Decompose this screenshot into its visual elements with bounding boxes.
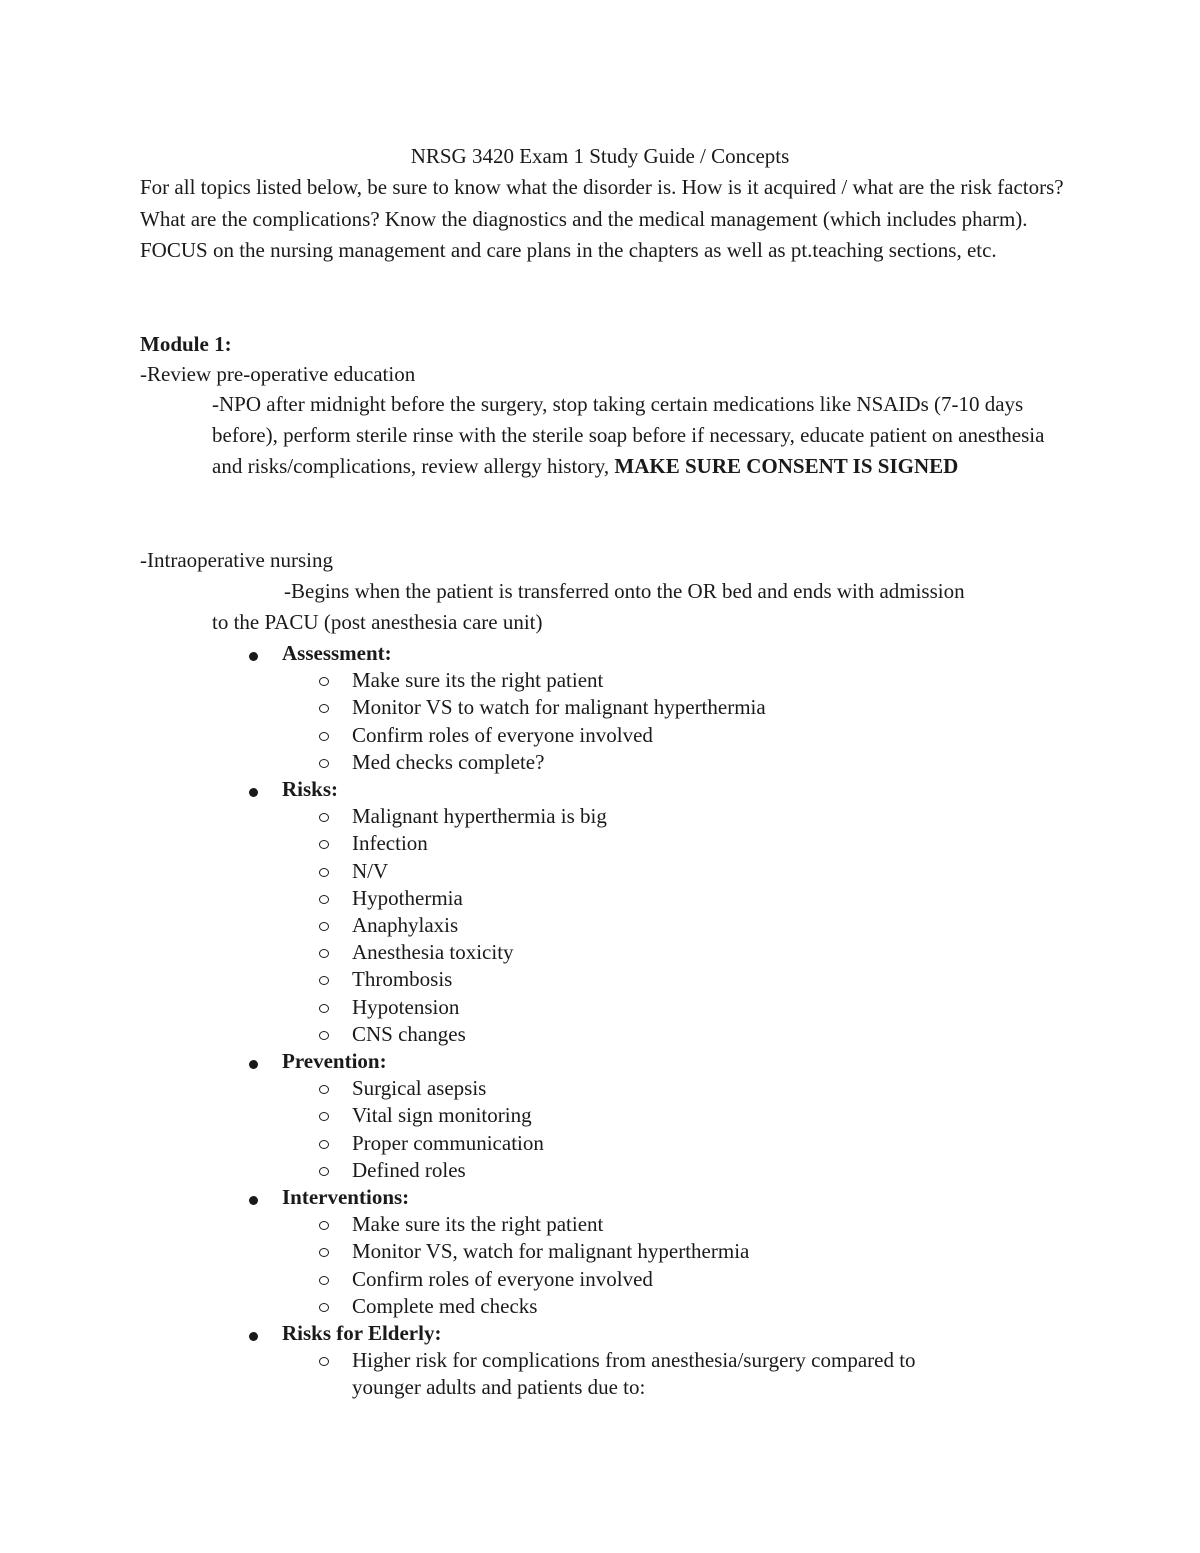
bullet-item: [282, 1184, 409, 1211]
sub-bullet-item: [352, 1102, 532, 1129]
bullet-circle-icon: [319, 677, 329, 686]
sub-bullet-item: [352, 722, 653, 749]
sub-bullet-item: [352, 1293, 537, 1320]
bullet-circle-icon: [319, 1248, 329, 1257]
sub-bullet-item: [352, 1238, 749, 1265]
bullet-circle-icon: [319, 868, 329, 877]
sub-bullet-item: [352, 1075, 486, 1102]
sub-bullet-text: N/V: [352, 859, 389, 883]
sub-bullet-item: [352, 803, 607, 830]
bullet-circle-icon: [319, 840, 329, 849]
sub-bullet-item: [352, 939, 514, 966]
bullet-circle-icon: [319, 1112, 329, 1121]
sub-bullet-item: [352, 1266, 653, 1293]
sub-bullet-item: [352, 1021, 466, 1048]
sub-bullet-text: Monitor VS, watch for malignant hyperthermia: [352, 1239, 750, 1263]
bullet-label: Interventions:: [282, 1185, 410, 1209]
sub-bullet-text: Malignant hyperthermia is big: [352, 804, 607, 828]
bullet-circle-icon: [319, 1031, 329, 1040]
sub-bullet-text: Confirm roles of everyone involved: [352, 1267, 653, 1291]
bullet-label: Risks for Elderly:: [282, 1321, 442, 1345]
sub-bullet-text: Infection: [352, 831, 428, 855]
document-title: NRSG 3420 Exam 1 Study Guide / Concepts: [410, 144, 790, 168]
bullet-item: [282, 640, 392, 667]
bullet-circle-icon: [319, 732, 329, 741]
bullet-circle-icon: [319, 949, 329, 958]
sub-bullet-text: Complete med checks: [352, 1294, 538, 1318]
sub-bullet-item: [352, 1157, 466, 1184]
preop-text: -NPO after midnight before the surgery, stop taking certain medications like NSAIDs (7-10 days before), perform sterile rinse with the sterile soap before if necessary, educate patient on anesthesia and risks/complications, review allergy history,: [212, 392, 1045, 478]
intro-paragraph: For all topics listed below, be sure to know what the disorder is. How is it acquired / what are the risk factors? What are the complications? Know the diagnostics and the medical management (which includes pharm). FOCUS on the nursing management and care plans in the chapters as well as pt.teaching sections, etc.: [140, 175, 1064, 262]
sub-bullet-text: Hypothermia: [352, 886, 463, 910]
sub-bullet-text: Proper communication: [352, 1131, 544, 1155]
bullet-label: Risks:: [282, 777, 339, 801]
bullet-dot-icon: [249, 1060, 258, 1069]
bullet-item: [282, 1048, 387, 1075]
bullet-circle-icon: [319, 1276, 329, 1285]
bullet-label: Prevention:: [282, 1049, 387, 1073]
sub-bullet-text: Higher risk for complications from anesthesia/surgery compared to: [352, 1348, 916, 1372]
sub-bullet-item: [352, 1374, 645, 1401]
sub-bullet-item: [352, 1211, 603, 1238]
preop-paragraph: [212, 389, 1062, 482]
intraop-line-1: -Begins when the patient is transferred onto the OR bed and ends with admission: [284, 579, 965, 603]
bullet-circle-icon: [319, 1167, 329, 1176]
sub-bullet-text: Monitor VS to watch for malignant hyperthermia: [352, 695, 766, 719]
bullet-circle-icon: [319, 1085, 329, 1094]
bullet-dot-icon: [249, 1332, 258, 1341]
sub-bullet-text: Defined roles: [352, 1158, 466, 1182]
sub-bullet-text: Vital sign monitoring: [352, 1103, 532, 1127]
sub-bullet-item: [352, 667, 603, 694]
bullet-item: [282, 1320, 441, 1347]
bullet-circle-icon: [319, 813, 329, 822]
bullet-circle-icon: [319, 704, 329, 713]
sub-bullet-item: [352, 858, 388, 885]
bullet-circle-icon: [319, 1303, 329, 1312]
sub-bullet-text: Make sure its the right patient: [352, 668, 604, 692]
sub-bullet-item: [352, 1347, 916, 1374]
sub-bullet-item: [352, 994, 459, 1021]
sub-bullet-item: [352, 912, 458, 939]
intraop-heading: -Intraoperative nursing: [140, 548, 334, 572]
sub-bullet-text: Confirm roles of everyone involved: [352, 723, 653, 747]
bullet-circle-icon: [319, 922, 329, 931]
sub-bullet-text: younger adults and patients due to:: [352, 1375, 646, 1399]
sub-bullet-item: [352, 885, 463, 912]
bullet-circle-icon: [319, 1357, 329, 1366]
sub-bullet-text: Surgical asepsis: [352, 1076, 487, 1100]
sub-bullet-item: [352, 966, 452, 993]
sub-bullet-item: [352, 1130, 544, 1157]
bullet-label: Assessment:: [282, 641, 392, 665]
sub-bullet-text: Med checks complete?: [352, 750, 545, 774]
bullet-circle-icon: [319, 1221, 329, 1230]
sub-bullet-item: [352, 830, 428, 857]
bullet-circle-icon: [319, 1004, 329, 1013]
sub-bullet-text: Thrombosis: [352, 967, 453, 991]
bullet-dot-icon: [249, 652, 258, 661]
preop-heading: -Review pre-operative education: [140, 362, 416, 386]
intraop-line-2: to the PACU (post anesthesia care unit): [212, 610, 543, 634]
bullet-dot-icon: [249, 788, 258, 797]
sub-bullet-text: Hypotension: [352, 995, 460, 1019]
sub-bullet-item: [352, 749, 544, 776]
bullet-circle-icon: [319, 759, 329, 768]
sub-bullet-text: Anaphylaxis: [352, 913, 459, 937]
consent-warning: MAKE SURE CONSENT IS SIGNED: [614, 454, 959, 478]
module-heading: Module 1:: [140, 332, 232, 356]
sub-bullet-text: Anesthesia toxicity: [352, 940, 514, 964]
bullet-circle-icon: [319, 895, 329, 904]
sub-bullet-text: Make sure its the right patient: [352, 1212, 604, 1236]
sub-bullet-item: [352, 694, 766, 721]
sub-bullet-text: CNS changes: [352, 1022, 466, 1046]
bullet-dot-icon: [249, 1196, 258, 1205]
bullet-circle-icon: [319, 1140, 329, 1149]
bullet-item: [282, 776, 338, 803]
bullet-circle-icon: [319, 976, 329, 985]
